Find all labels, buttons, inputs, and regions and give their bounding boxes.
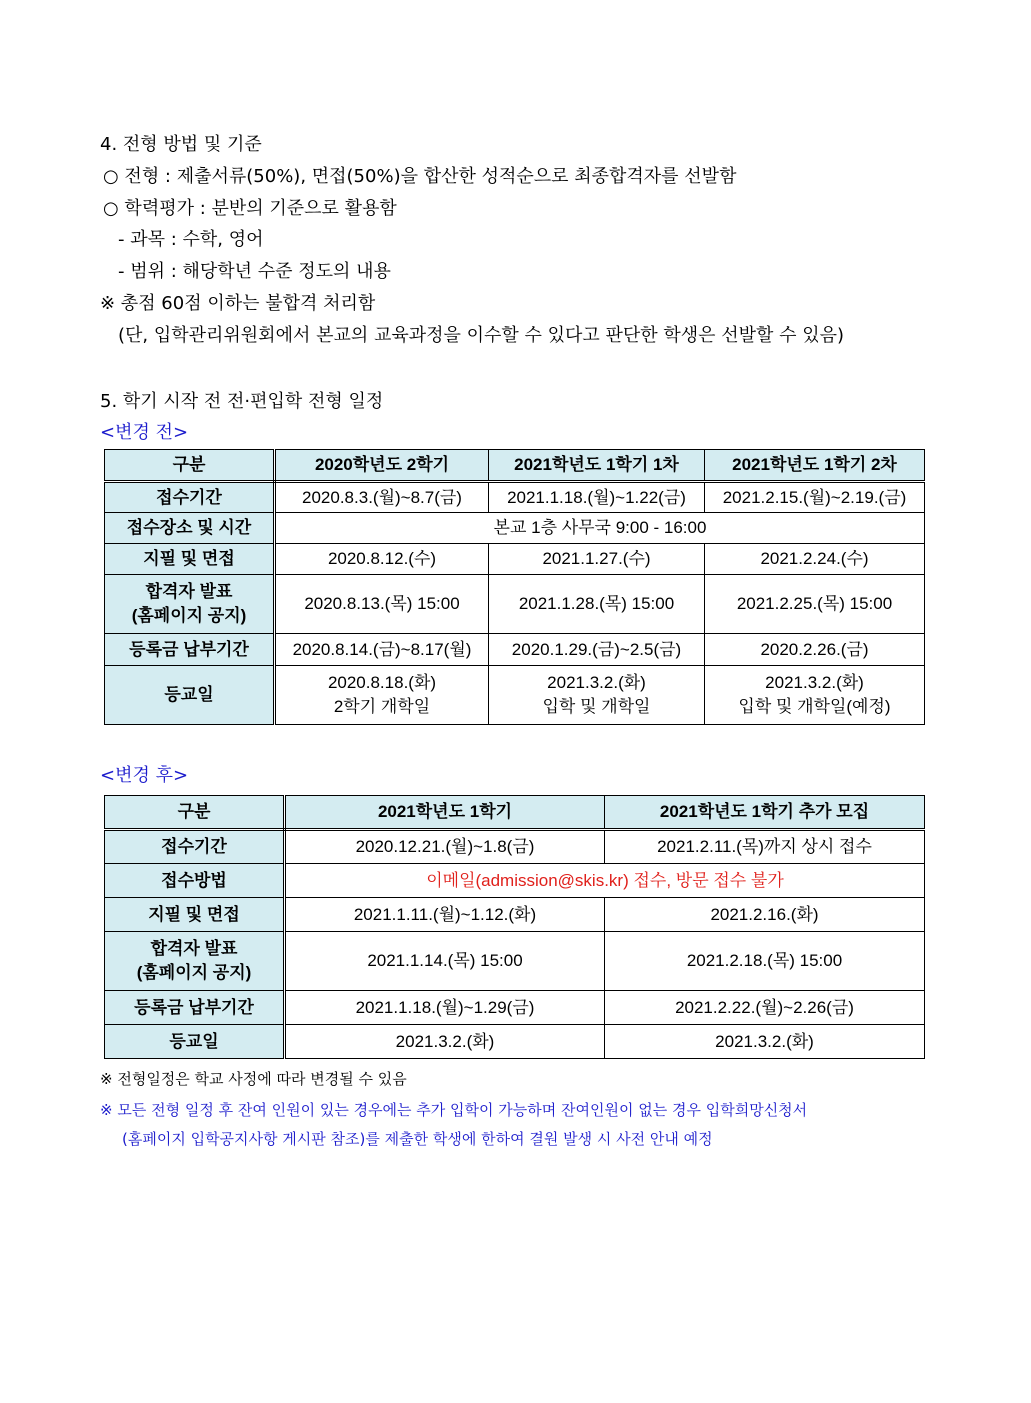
table-cell: 2021.2.16.(화) (605, 898, 925, 932)
academic-eval-bullet: ○ 학력평가 : 분반의 기준으로 활용함 (103, 198, 397, 219)
table-cell: 2020.2.26.(금) (705, 634, 925, 666)
table-cell: 2021.2.11.(목)까지 상시 접수 (605, 830, 925, 864)
table-cell: 2021.1.14.(목) 15:00 (285, 932, 605, 991)
row-label-reception-period: 접수기간 (105, 830, 285, 864)
row-label-school-day: 등교일 (105, 1025, 285, 1059)
schedule-change-note: ※ 전형일정은 학교 사정에 따라 변경될 수 있음 (100, 1070, 407, 1088)
table-cell: 2020.8.14.(금)~8.17(월) (275, 634, 489, 666)
table-cell: 2020.8.13.(목) 15:00 (275, 575, 489, 634)
header-2021-1st-additional: 2021학년도 1학기 추가 모집 (605, 796, 925, 830)
schedule-table-after (104, 795, 925, 1059)
announce-label-line1: 합격자 발표 (145, 582, 233, 601)
school-day-note: 입학 및 개학일 (542, 697, 651, 716)
table-cell: 2021.2.24.(수) (705, 544, 925, 575)
section-4-title: 4. 전형 방법 및 기준 (100, 134, 262, 155)
row-label-exam: 지필 및 면접 (105, 544, 275, 575)
announce-label-line1: 합격자 발표 (150, 939, 238, 958)
header-2021-1st-round2: 2021학년도 1학기 2차 (705, 450, 925, 482)
row-label-exam: 지필 및 면접 (105, 898, 285, 932)
header-2020-2nd: 2020학년도 2학기 (275, 450, 489, 482)
reception-method-value: 이메일(admission@skis.kr) 접수, 방문 접수 불가 (285, 864, 925, 898)
school-day-note: 입학 및 개학일(예정) (738, 697, 891, 716)
announce-label-line2: (홈페이지 공지) (131, 606, 247, 625)
table-cell: 2021.1.18.(월)~1.22(금) (489, 482, 705, 513)
table-cell: 2020.8.3.(월)~8.7(금) (275, 482, 489, 513)
row-label-reception-place: 접수장소 및 시간 (105, 513, 275, 544)
school-day-date: 2020.8.18.(화) (327, 673, 437, 692)
header-2021-1st: 2021학년도 1학기 (285, 796, 605, 830)
table-cell: 2020.1.29.(금)~2.5(금) (489, 634, 705, 666)
before-change-tag: <변경 전> (100, 422, 189, 443)
schedule-table-before (104, 449, 925, 725)
fail-note-detail: (단, 입학관리위원회에서 본교의 교육과정을 이수할 수 있다고 판단한 학생은 선발할 수 있음) (118, 325, 845, 346)
header-category: 구분 (105, 450, 275, 482)
school-day-date: 2021.3.2.(화) (765, 673, 864, 692)
table-cell: 2021.1.27.(수) (489, 544, 705, 575)
after-change-tag: <변경 후> (100, 765, 189, 786)
reception-place-value: 본교 1층 사무국 9:00 - 16:00 (275, 513, 925, 544)
announce-label-line2: (홈페이지 공지) (136, 963, 252, 982)
school-day-note: 2학기 개학일 (333, 697, 431, 716)
table-cell: 2021.2.18.(목) 15:00 (605, 932, 925, 991)
section-5-title: 5. 학기 시작 전 전·편입학 전형 일정 (100, 391, 384, 412)
table-cell: 2021.1.28.(목) 15:00 (489, 575, 705, 634)
table-cell: 2021.1.11.(월)~1.12.(화) (285, 898, 605, 932)
row-label-payment: 등록금 납부기간 (105, 991, 285, 1025)
selection-bullet: ○ 전형 : 제출서류(50%), 면접(50%)을 합산한 성적순으로 최종합격자를 선발함 (103, 166, 737, 187)
row-label-payment: 등록금 납부기간 (105, 634, 275, 666)
row-label-reception-method: 접수방법 (105, 864, 285, 898)
table-cell (705, 666, 925, 725)
table-cell: 2021.2.22.(월)~2.26(금) (605, 991, 925, 1025)
table-cell: 2020.8.12.(수) (275, 544, 489, 575)
table-cell: 2020.12.21.(월)~1.8(금) (285, 830, 605, 864)
header-category: 구분 (105, 796, 285, 830)
fail-note: ※ 총점 60점 이하는 불합격 처리함 (100, 293, 376, 314)
row-label-announce (105, 932, 285, 991)
row-label-announce (105, 575, 275, 634)
row-label-school-day: 등교일 (105, 666, 275, 725)
scope-line: - 범위 : 해당학년 수준 정도의 내용 (118, 261, 391, 282)
table-cell: 2021.3.2.(화) (285, 1025, 605, 1059)
table-cell: 2021.1.18.(월)~1.29(금) (285, 991, 605, 1025)
table-cell: 2021.3.2.(화) (605, 1025, 925, 1059)
table-cell (489, 666, 705, 725)
additional-admission-note-cont: (홈페이지 입학공지사항 게시판 참조)를 제출한 학생에 한하여 결원 발생 시 사전 안내 예정 (122, 1130, 713, 1148)
header-2021-1st-round1: 2021학년도 1학기 1차 (489, 450, 705, 482)
table-cell (275, 666, 489, 725)
row-label-reception-period: 접수기간 (105, 482, 275, 513)
additional-admission-note: ※ 모든 전형 일정 후 잔여 인원이 있는 경우에는 추가 입학이 가능하며 잔여인원이 없는 경우 입학희망신청서 (100, 1101, 808, 1119)
table-cell: 2021.2.25.(목) 15:00 (705, 575, 925, 634)
subjects-line: - 과목 : 수학, 영어 (118, 229, 264, 250)
table-cell: 2021.2.15.(월)~2.19.(금) (705, 482, 925, 513)
school-day-date: 2021.3.2.(화) (547, 673, 646, 692)
